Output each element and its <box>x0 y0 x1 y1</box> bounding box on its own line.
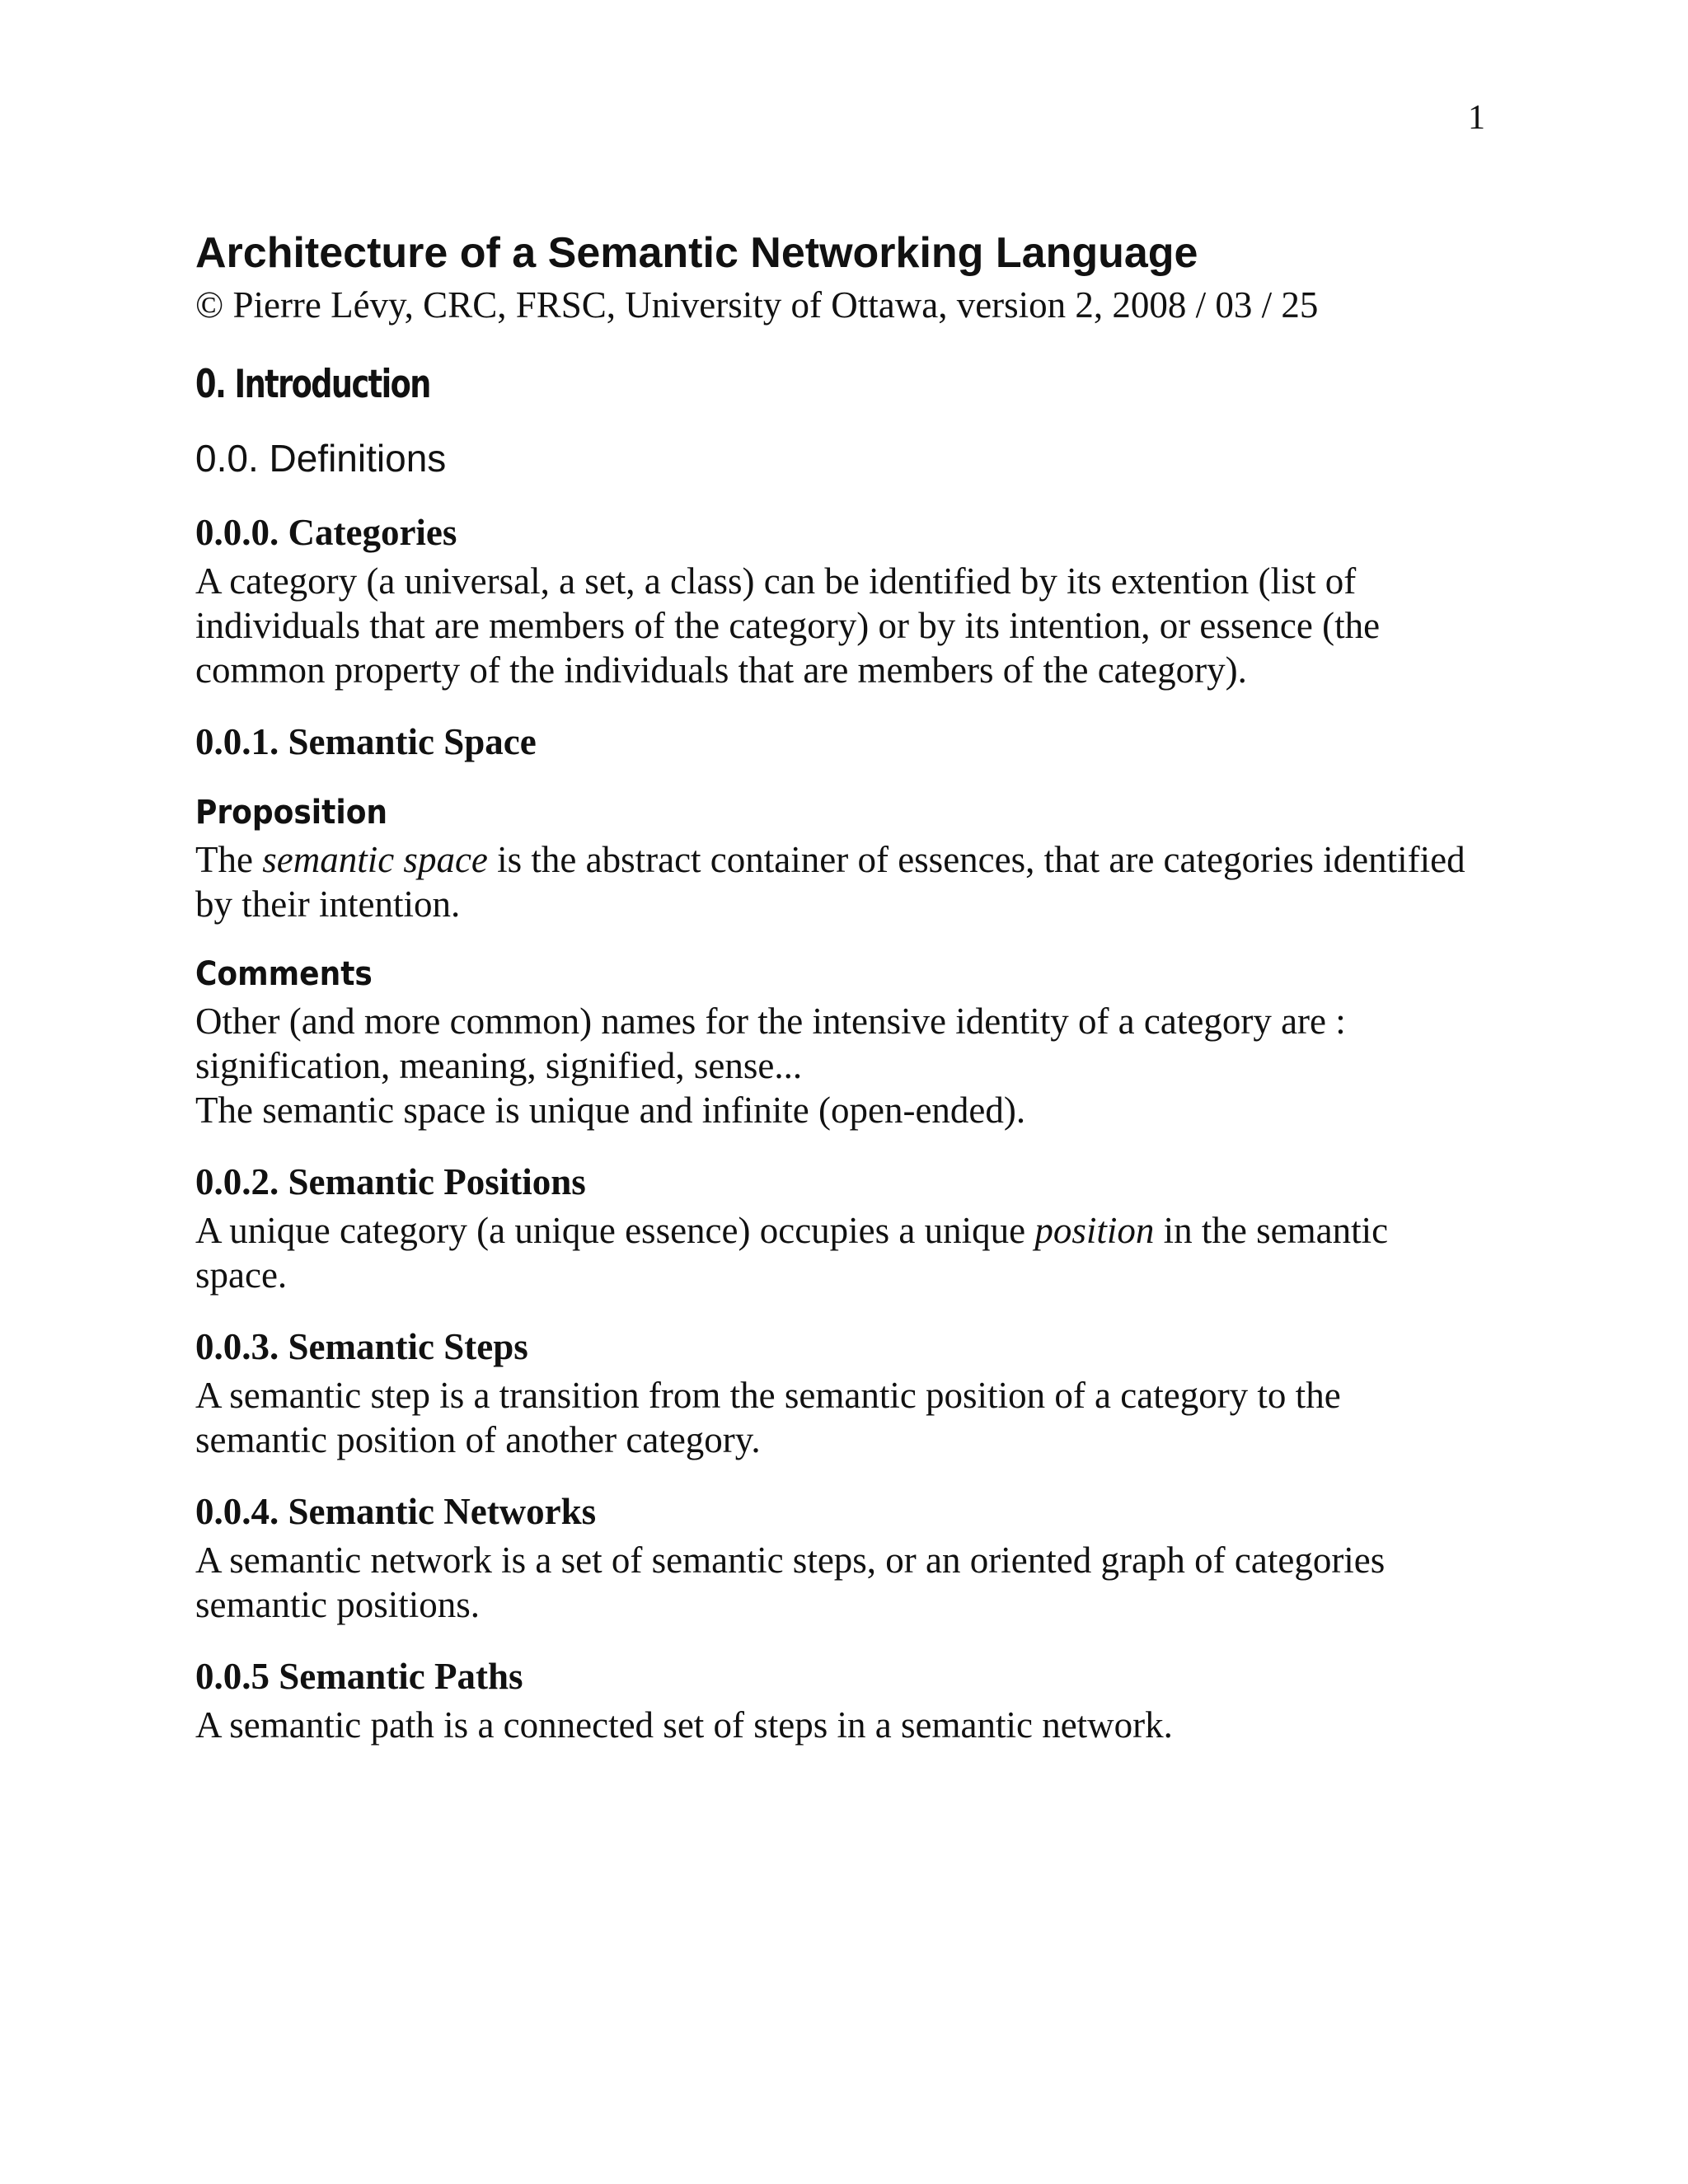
heading-categories: 0.0.0. Categories <box>195 512 457 553</box>
section-heading-introduction: 0. Introduction <box>195 362 430 407</box>
paragraph-semantic-paths: A semantic path is a connected set of steps in a semantic network. <box>195 1704 1173 1746</box>
positions-text-start: A unique category (a unique essence) occupies a unique <box>195 1210 1035 1251</box>
proposition-text-end: is the abstract container of essences, that are categories identified by their intention. <box>195 839 1465 925</box>
positions-text-end: in the semantic space. <box>195 1210 1389 1296</box>
page-number: 1 <box>1468 99 1485 137</box>
paragraph-comments-2: The semantic space is unique and infinite (open-ended). <box>195 1090 1026 1131</box>
heading-semantic-space: 0.0.1. Semantic Space <box>195 721 537 762</box>
paragraph-semantic-positions <box>195 1208 1481 1297</box>
heading-semantic-steps: 0.0.3. Semantic Steps <box>195 1326 528 1367</box>
section-heading-definitions: 0.0. Definitions <box>195 437 447 480</box>
paragraph-proposition <box>195 837 1481 926</box>
paragraph-semantic-networks: A semantic network is a set of semantic steps, or an oriented graph of categories semantic positions. <box>195 1540 1386 1625</box>
proposition-text-start: The <box>195 839 263 880</box>
author-byline: © Pierre Lévy, CRC, FRSC, University of Ottawa, version 2, 2008 / 03 / 25 <box>195 284 1319 326</box>
document-title: Architecture of a Semantic Networking Language <box>195 229 1198 277</box>
paragraph-categories: A category (a universal, a set, a class) can be identified by its extention (list of individuals that are members of the category) or by its intention, or essence (the common property of the individuals that are members of the category). <box>195 560 1381 691</box>
heading-semantic-paths: 0.0.5 Semantic Paths <box>195 1656 523 1697</box>
proposition-emphasis: semantic space <box>262 839 488 880</box>
label-proposition: Proposition <box>195 794 388 832</box>
document-body <box>195 224 1481 1747</box>
paragraph-comments-1: Other (and more common) names for the intensive identity of a category are : signification, meaning, signified, sense... <box>195 1001 1346 1086</box>
positions-emphasis: position <box>1034 1210 1155 1251</box>
paragraph-semantic-steps: A semantic step is a transition from the semantic position of a category to the semantic position of another category. <box>195 1375 1341 1460</box>
heading-semantic-networks: 0.0.4. Semantic Networks <box>195 1491 597 1532</box>
heading-semantic-positions: 0.0.2. Semantic Positions <box>195 1161 586 1202</box>
label-comments: Comments <box>195 955 373 993</box>
